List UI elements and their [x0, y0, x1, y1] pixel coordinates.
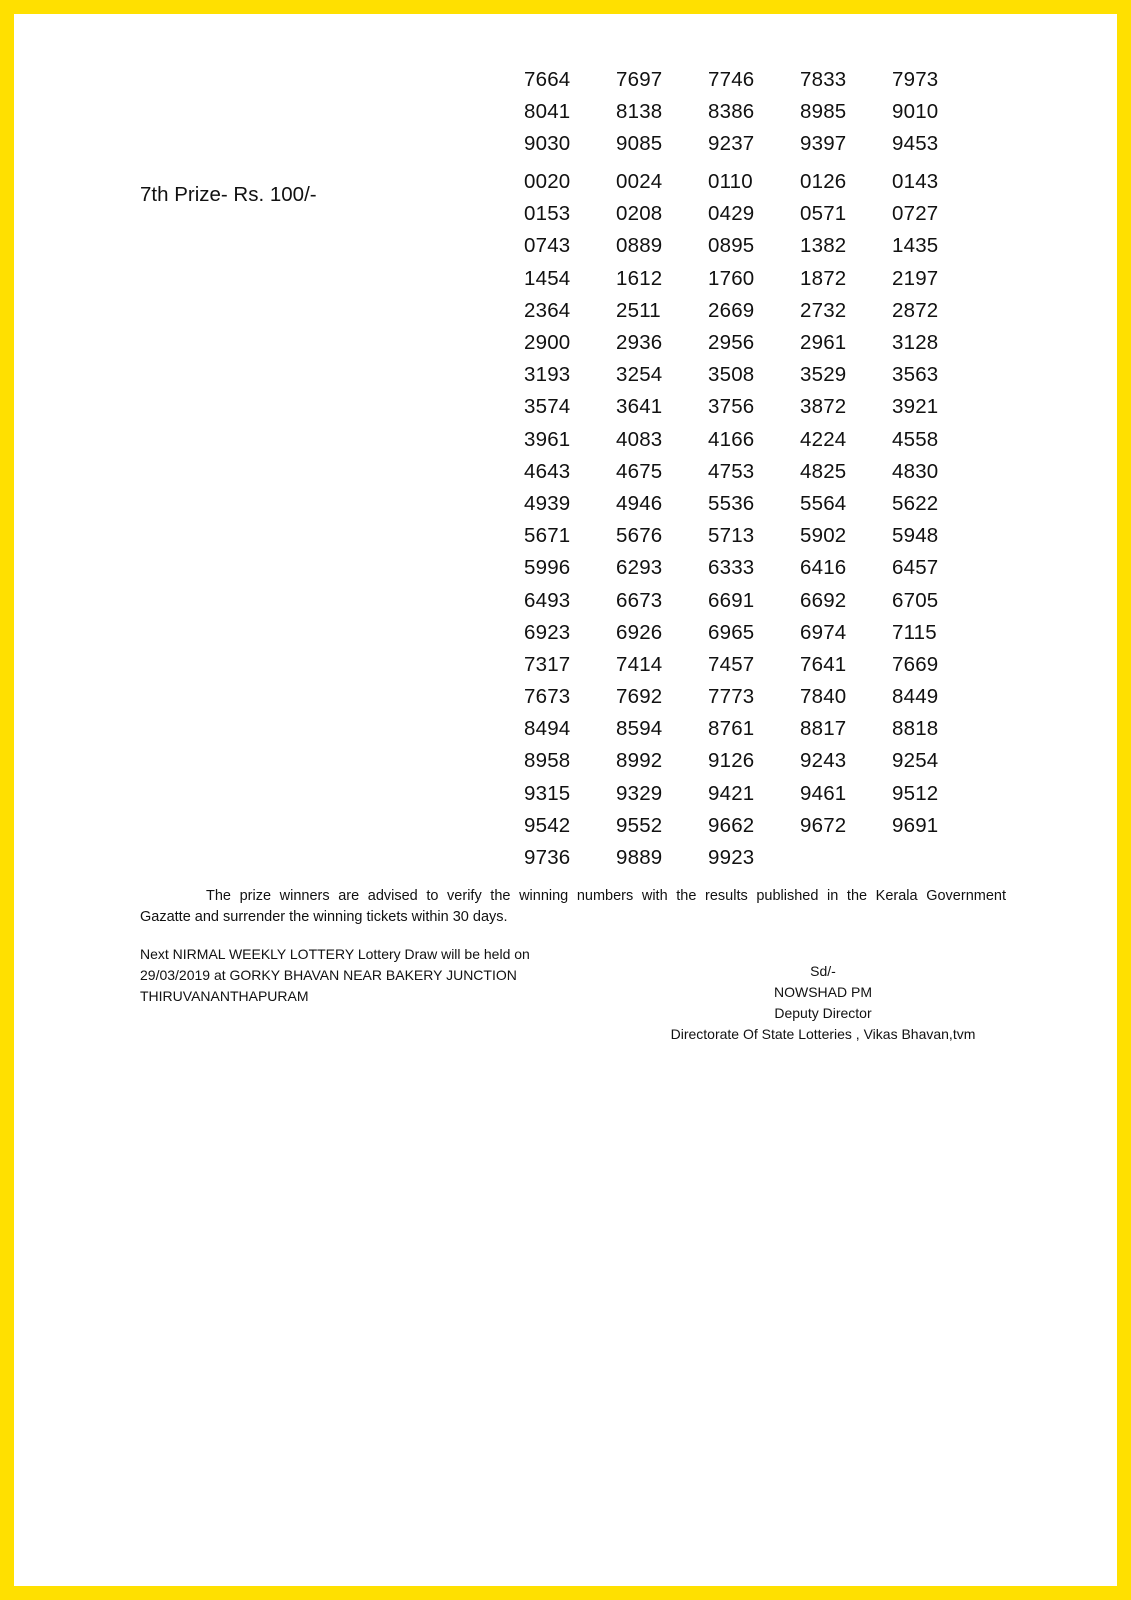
number-row	[524, 391, 984, 423]
ticket-number: 5622	[892, 491, 939, 515]
ticket-number: 9923	[708, 846, 755, 870]
ticket-number: 6457	[892, 556, 939, 580]
ticket-number: 4558	[892, 427, 939, 451]
ticket-number: 9421	[708, 781, 755, 805]
ticket-number: 3574	[524, 395, 571, 419]
ticket-number: 7840	[800, 685, 847, 709]
ticket-number: 3961	[524, 427, 571, 451]
ticket-number: 6691	[708, 588, 755, 612]
ticket-number: 0743	[524, 234, 571, 258]
ticket-number: 2956	[708, 331, 755, 355]
ticket-number: 9237	[708, 132, 755, 156]
number-row	[524, 520, 984, 552]
ticket-number: 5713	[708, 524, 755, 548]
ticket-number: 1872	[800, 266, 847, 290]
ticket-number: 4643	[524, 459, 571, 483]
ticket-number: 6974	[800, 620, 847, 644]
ticket-number: 6293	[616, 556, 663, 580]
ticket-number: 7664	[524, 68, 571, 92]
ticket-number: 6692	[800, 588, 847, 612]
ticket-number: 2900	[524, 331, 571, 355]
ticket-number: 9397	[800, 132, 847, 156]
ticket-number: 0143	[892, 170, 939, 194]
number-row	[524, 64, 984, 96]
ticket-number: 4825	[800, 459, 847, 483]
number-row	[524, 552, 984, 584]
ticket-number: 8138	[616, 100, 663, 124]
number-row	[524, 745, 984, 777]
number-row	[524, 295, 984, 327]
signature-sd: Sd/-	[810, 963, 836, 979]
ticket-number: 7115	[892, 620, 937, 644]
ticket-number: 7833	[800, 68, 847, 92]
ticket-number: 3563	[892, 363, 939, 387]
ticket-number: 2197	[892, 266, 939, 290]
seventh-prize-numbers-table	[524, 166, 984, 874]
ticket-number: 6416	[800, 556, 847, 580]
ticket-number: 7317	[524, 652, 571, 676]
ticket-number: 0208	[616, 202, 663, 226]
ticket-number: 4166	[708, 427, 755, 451]
ticket-number: 8985	[800, 100, 847, 124]
ticket-number: 5996	[524, 556, 571, 580]
ticket-number: 5902	[800, 524, 847, 548]
signatory-name: NOWSHAD PM	[774, 984, 872, 1000]
ticket-number: 8817	[800, 717, 847, 741]
ticket-number: 2732	[800, 298, 847, 322]
signature-block	[614, 961, 1032, 1045]
ticket-number: 0571	[800, 202, 847, 226]
ticket-number: 3872	[800, 395, 847, 419]
ticket-number: 7973	[892, 68, 939, 92]
number-row	[524, 263, 984, 295]
ticket-number: 9030	[524, 132, 571, 156]
ticket-number: 0126	[800, 170, 847, 194]
ticket-number: 9736	[524, 846, 571, 870]
continued-numbers-table	[524, 64, 984, 161]
ticket-number: 7746	[708, 68, 755, 92]
ticket-number: 6965	[708, 620, 755, 644]
ticket-number: 3508	[708, 363, 755, 387]
number-row	[524, 681, 984, 713]
ticket-number: 2872	[892, 298, 939, 322]
number-row	[524, 230, 984, 262]
ticket-number: 9329	[616, 781, 663, 805]
ticket-number: 9662	[708, 813, 755, 837]
ticket-number: 0020	[524, 170, 571, 194]
ticket-number: 2511	[616, 298, 661, 322]
ticket-number: 9126	[708, 749, 755, 773]
next-draw-line-1: Next NIRMAL WEEKLY LOTTERY Lottery Draw will be held on	[140, 946, 530, 962]
ticket-number: 9542	[524, 813, 571, 837]
notice-line-2: Gazatte and surrender the winning tickets within 30 days.	[140, 909, 508, 925]
number-row	[524, 198, 984, 230]
ticket-number: 3529	[800, 363, 847, 387]
ticket-number: 0024	[616, 170, 663, 194]
ticket-number: 9672	[800, 813, 847, 837]
ticket-number: 7414	[616, 652, 663, 676]
ticket-number: 9889	[616, 846, 663, 870]
ticket-number: 2961	[800, 331, 847, 355]
ticket-number: 9010	[892, 100, 939, 124]
ticket-number: 5676	[616, 524, 663, 548]
ticket-number: 1612	[616, 266, 663, 290]
ticket-number: 5536	[708, 491, 755, 515]
ticket-number: 9085	[616, 132, 663, 156]
ticket-number: 9691	[892, 813, 939, 837]
ticket-number: 3756	[708, 395, 755, 419]
ticket-number: 8386	[708, 100, 755, 124]
ticket-number: 7669	[892, 652, 939, 676]
ticket-number: 3128	[892, 331, 939, 355]
ticket-number: 3193	[524, 363, 571, 387]
number-row	[524, 778, 984, 810]
notice-line-1: The prize winners are advised to verify the winning numbers with the results published in the Kerala Government	[206, 888, 1006, 904]
ticket-number: 8992	[616, 749, 663, 773]
ticket-number: 9461	[800, 781, 847, 805]
ticket-number: 0889	[616, 234, 663, 258]
ticket-number: 6926	[616, 620, 663, 644]
ticket-number: 8958	[524, 749, 571, 773]
ticket-number: 7457	[708, 652, 755, 676]
ticket-number: 5564	[800, 491, 847, 515]
number-row	[524, 713, 984, 745]
ticket-number: 8449	[892, 685, 939, 709]
ticket-number: 8818	[892, 717, 939, 741]
ticket-number: 6923	[524, 620, 571, 644]
number-row	[524, 359, 984, 391]
signatory-office: Directorate Of State Lotteries , Vikas Bhavan,tvm	[670, 1026, 976, 1042]
ticket-number: 4083	[616, 427, 663, 451]
ticket-number: 9552	[616, 813, 663, 837]
ticket-number: 1435	[892, 234, 939, 258]
ticket-number: 9254	[892, 749, 939, 773]
ticket-number: 2669	[708, 298, 755, 322]
ticket-number: 7673	[524, 685, 571, 709]
number-row	[524, 649, 984, 681]
ticket-number: 4830	[892, 459, 939, 483]
ticket-number: 0895	[708, 234, 755, 258]
ticket-number: 0727	[892, 202, 939, 226]
ticket-number: 0153	[524, 202, 571, 226]
ticket-number: 4675	[616, 459, 663, 483]
ticket-number: 4224	[800, 427, 847, 451]
ticket-number: 0429	[708, 202, 755, 226]
ticket-number: 6705	[892, 588, 939, 612]
ticket-number: 4753	[708, 459, 755, 483]
ticket-number: 7692	[616, 685, 663, 709]
number-row	[524, 96, 984, 128]
ticket-number: 3921	[892, 395, 939, 419]
ticket-number: 9453	[892, 132, 939, 156]
ticket-number: 6333	[708, 556, 755, 580]
next-draw-line-2: 29/03/2019 at GORKY BHAVAN NEAR BAKERY JUNCTION	[140, 967, 517, 983]
number-row	[524, 810, 984, 842]
ticket-number: 8494	[524, 717, 571, 741]
ticket-number: 8041	[524, 100, 571, 124]
ticket-number: 7697	[616, 68, 663, 92]
number-row	[524, 166, 984, 198]
number-row	[524, 327, 984, 359]
number-row	[524, 617, 984, 649]
ticket-number: 9512	[892, 781, 939, 805]
ticket-number: 8594	[616, 717, 663, 741]
ticket-number: 7641	[800, 652, 847, 676]
verification-notice	[140, 886, 1006, 928]
number-row	[524, 424, 984, 456]
ticket-number: 3254	[616, 363, 663, 387]
number-row	[524, 488, 984, 520]
number-row	[524, 456, 984, 488]
next-draw-line-3: THIRUVANANTHAPURAM	[140, 988, 309, 1004]
ticket-number: 0110	[708, 170, 753, 194]
number-row	[524, 842, 984, 874]
ticket-number: 1382	[800, 234, 847, 258]
ticket-number: 4939	[524, 491, 571, 515]
ticket-number: 6673	[616, 588, 663, 612]
ticket-number: 1454	[524, 266, 571, 290]
number-row	[524, 584, 984, 616]
ticket-number: 5671	[524, 524, 571, 548]
next-draw-info	[140, 944, 580, 1007]
document-page	[14, 14, 1117, 1586]
ticket-number: 7773	[708, 685, 755, 709]
ticket-number: 9243	[800, 749, 847, 773]
ticket-number: 9315	[524, 781, 571, 805]
ticket-number: 3641	[616, 395, 663, 419]
ticket-number: 2936	[616, 331, 663, 355]
ticket-number: 4946	[616, 491, 663, 515]
ticket-number: 8761	[708, 717, 755, 741]
ticket-number: 2364	[524, 298, 571, 322]
seventh-prize-label: 7th Prize- Rs. 100/-	[140, 183, 317, 206]
ticket-number: 5948	[892, 524, 939, 548]
signatory-designation: Deputy Director	[774, 1005, 872, 1021]
ticket-number: 1760	[708, 266, 755, 290]
ticket-number: 6493	[524, 588, 571, 612]
number-row	[524, 128, 984, 160]
